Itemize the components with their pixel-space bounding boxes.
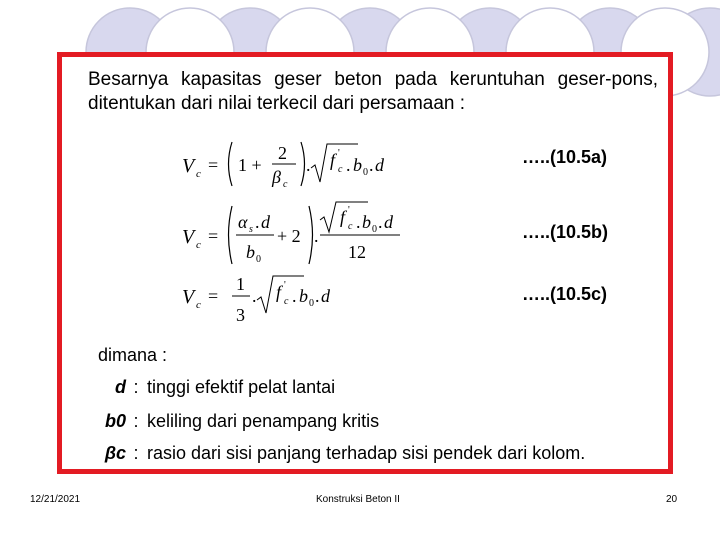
- svg-text:.: .: [252, 286, 257, 306]
- svg-text:α: α: [238, 212, 248, 232]
- svg-text:.: .: [315, 286, 320, 306]
- svg-text:b: b: [353, 155, 362, 175]
- definition-symbol: d: [115, 377, 126, 397]
- svg-text:b: b: [362, 212, 371, 232]
- svg-text:': ': [338, 148, 340, 159]
- definition-separator: :: [133, 411, 139, 431]
- svg-text:.: .: [378, 212, 383, 232]
- svg-text:.: .: [356, 212, 361, 232]
- svg-text:s: s: [249, 224, 253, 235]
- footer-title: Konstruksi Beton II: [316, 494, 400, 505]
- svg-text:d: d: [384, 212, 393, 232]
- definition-symbol: βc: [104, 443, 126, 463]
- svg-text:=: =: [208, 286, 219, 306]
- svg-text:=: =: [208, 226, 219, 246]
- svg-text:12: 12: [348, 242, 366, 262]
- svg-text:0: 0: [256, 254, 261, 265]
- equation-label-10-5b: …..(10.5b): [522, 222, 609, 242]
- svg-text:.: .: [346, 155, 351, 175]
- definition-row: [98, 377, 335, 398]
- svg-text:β: β: [272, 167, 281, 187]
- intro-paragraph: Besarnya kapasitas geser beton pada keruntuhan geser-pons, ditentukan dari nilai terkecil dari persamaan :: [88, 69, 658, 114]
- svg-text:c: c: [338, 164, 343, 175]
- definition-separator: :: [133, 377, 139, 397]
- equation-10-5a: [180, 138, 410, 190]
- definition-text: keliling dari penampang kritis: [147, 411, 380, 431]
- svg-text:f: f: [330, 150, 336, 170]
- svg-text:c: c: [284, 296, 289, 307]
- svg-text:+ 2: + 2: [277, 226, 301, 246]
- definition-symbol: b0: [104, 411, 126, 431]
- svg-text:b: b: [246, 242, 255, 262]
- equation-10-5b: [180, 198, 420, 268]
- svg-text:f: f: [340, 207, 346, 227]
- svg-text:d: d: [375, 155, 384, 175]
- svg-text:=: =: [208, 155, 219, 175]
- svg-text:.: .: [369, 155, 374, 175]
- svg-text:c: c: [196, 239, 201, 251]
- svg-text:0: 0: [309, 298, 314, 309]
- svg-text:f: f: [276, 282, 282, 302]
- svg-text:0: 0: [363, 167, 368, 178]
- definition-text: rasio dari sisi panjang terhadap sisi pendek dari kolom.: [147, 443, 586, 463]
- definition-text: tinggi efektif pelat lantai: [147, 377, 336, 397]
- svg-text:d: d: [321, 286, 330, 306]
- svg-text:.: .: [314, 226, 319, 246]
- svg-text:3: 3: [236, 305, 245, 325]
- footer-date: 12/21/2021: [30, 494, 81, 505]
- svg-text:c: c: [196, 299, 201, 311]
- svg-text:c: c: [348, 221, 353, 232]
- svg-text:1 +: 1 +: [238, 155, 262, 175]
- equation-10-5c: [180, 268, 380, 328]
- svg-text:0: 0: [372, 224, 377, 235]
- svg-text:d: d: [261, 212, 270, 232]
- definition-row: [98, 443, 585, 464]
- svg-text:V: V: [182, 286, 195, 308]
- definition-row: [98, 411, 379, 432]
- svg-text:.: .: [255, 212, 260, 232]
- definition-separator: :: [133, 443, 139, 463]
- svg-text:': ': [348, 205, 350, 216]
- footer-page-number: 20: [666, 494, 678, 505]
- svg-text:': ': [284, 280, 286, 291]
- svg-text:2: 2: [278, 143, 287, 163]
- svg-text:c: c: [196, 168, 201, 180]
- where-label: dimana :: [98, 345, 168, 365]
- svg-text:.: .: [292, 286, 297, 306]
- svg-text:1: 1: [236, 274, 245, 294]
- svg-text:V: V: [182, 226, 195, 248]
- equation-label-10-5c: …..(10.5c): [522, 284, 608, 304]
- svg-text:.: .: [306, 155, 311, 175]
- equation-label-10-5a: …..(10.5a): [522, 147, 608, 167]
- svg-text:c: c: [283, 179, 288, 190]
- svg-text:V: V: [182, 155, 195, 177]
- svg-text:b: b: [299, 286, 308, 306]
